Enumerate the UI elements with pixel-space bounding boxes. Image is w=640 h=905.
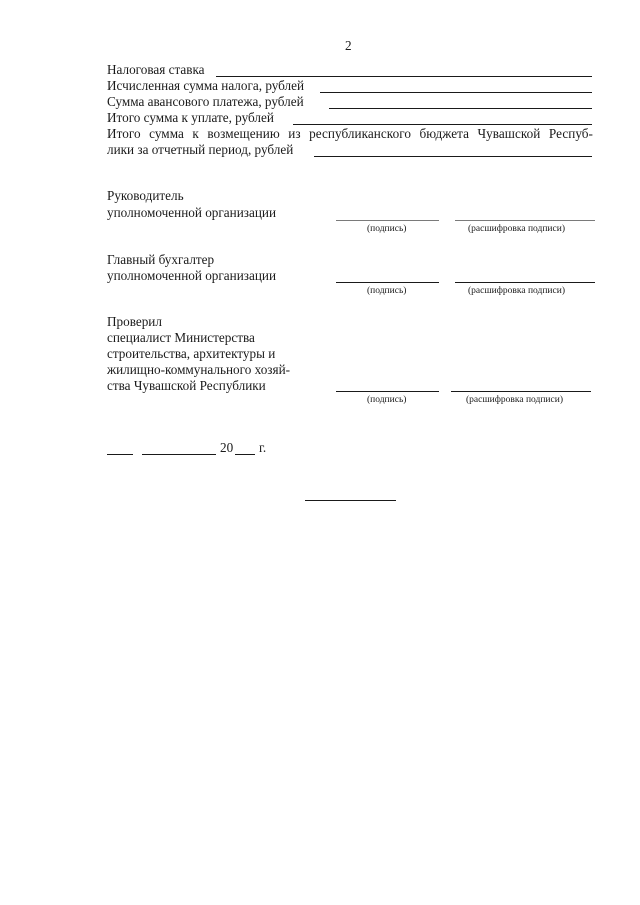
checked-title-line2: специалист Министерства bbox=[107, 330, 255, 345]
accountant-title-line2: уполномоченной организации bbox=[107, 268, 276, 283]
date-year-prefix: 20 bbox=[220, 440, 234, 455]
accountant-title-line1: Главный бухгалтер bbox=[107, 252, 215, 267]
field-calculated-tax-line[interactable] bbox=[320, 92, 592, 93]
head-signature-line[interactable] bbox=[336, 220, 439, 221]
checked-title-line1: Проверил bbox=[107, 314, 162, 329]
head-title-line2: уполномоченной организации bbox=[107, 205, 276, 220]
accountant-signature-line[interactable] bbox=[336, 282, 439, 283]
accountant-decoding-line[interactable] bbox=[455, 282, 595, 283]
date-year-blank[interactable] bbox=[235, 454, 255, 455]
checked-decoding-line[interactable] bbox=[451, 391, 591, 392]
head-caption-signature: (подпись) bbox=[367, 224, 407, 234]
field-calculated-tax-label: Исчисленная сумма налога, рублей bbox=[107, 78, 305, 93]
field-refund-label-line1: Итого сумма к возмещению из республиканского бюджета Чувашской Респуб- bbox=[107, 126, 593, 141]
date-day-blank[interactable] bbox=[107, 454, 133, 455]
checked-title-line4: жилищно-коммунального хозяй- bbox=[107, 362, 291, 377]
checked-caption-signature: (подпись) bbox=[367, 395, 407, 405]
checked-title-line5: ства Чувашской Республики bbox=[107, 378, 266, 393]
accountant-caption-signature: (подпись) bbox=[367, 286, 407, 296]
accountant-caption-decoding: (расшифровка подписи) bbox=[468, 286, 565, 296]
field-advance-payment-line[interactable] bbox=[329, 108, 592, 109]
date-month-blank[interactable] bbox=[142, 454, 216, 455]
field-total-to-pay-label: Итого сумма к уплате, рублей bbox=[107, 110, 274, 125]
field-tax-rate-line[interactable] bbox=[216, 76, 592, 77]
closing-separator bbox=[305, 500, 396, 501]
head-caption-decoding: (расшифровка подписи) bbox=[468, 224, 565, 234]
head-title-line1: Руководитель bbox=[107, 188, 184, 203]
field-refund-label-line2: лики за отчетный период, рублей bbox=[107, 142, 294, 157]
field-total-to-pay-line[interactable] bbox=[293, 124, 592, 125]
head-decoding-line[interactable] bbox=[455, 220, 595, 221]
checked-signature-line[interactable] bbox=[336, 391, 439, 392]
checked-caption-decoding: (расшифровка подписи) bbox=[466, 395, 563, 405]
page-number: 2 bbox=[345, 38, 352, 53]
date-year-suffix: г. bbox=[259, 440, 267, 455]
field-refund-line[interactable] bbox=[314, 156, 592, 157]
field-tax-rate-label: Налоговая ставка bbox=[107, 62, 205, 77]
field-advance-payment-label: Сумма авансового платежа, рублей bbox=[107, 94, 304, 109]
checked-title-line3: строительства, архитектуры и bbox=[107, 346, 276, 361]
